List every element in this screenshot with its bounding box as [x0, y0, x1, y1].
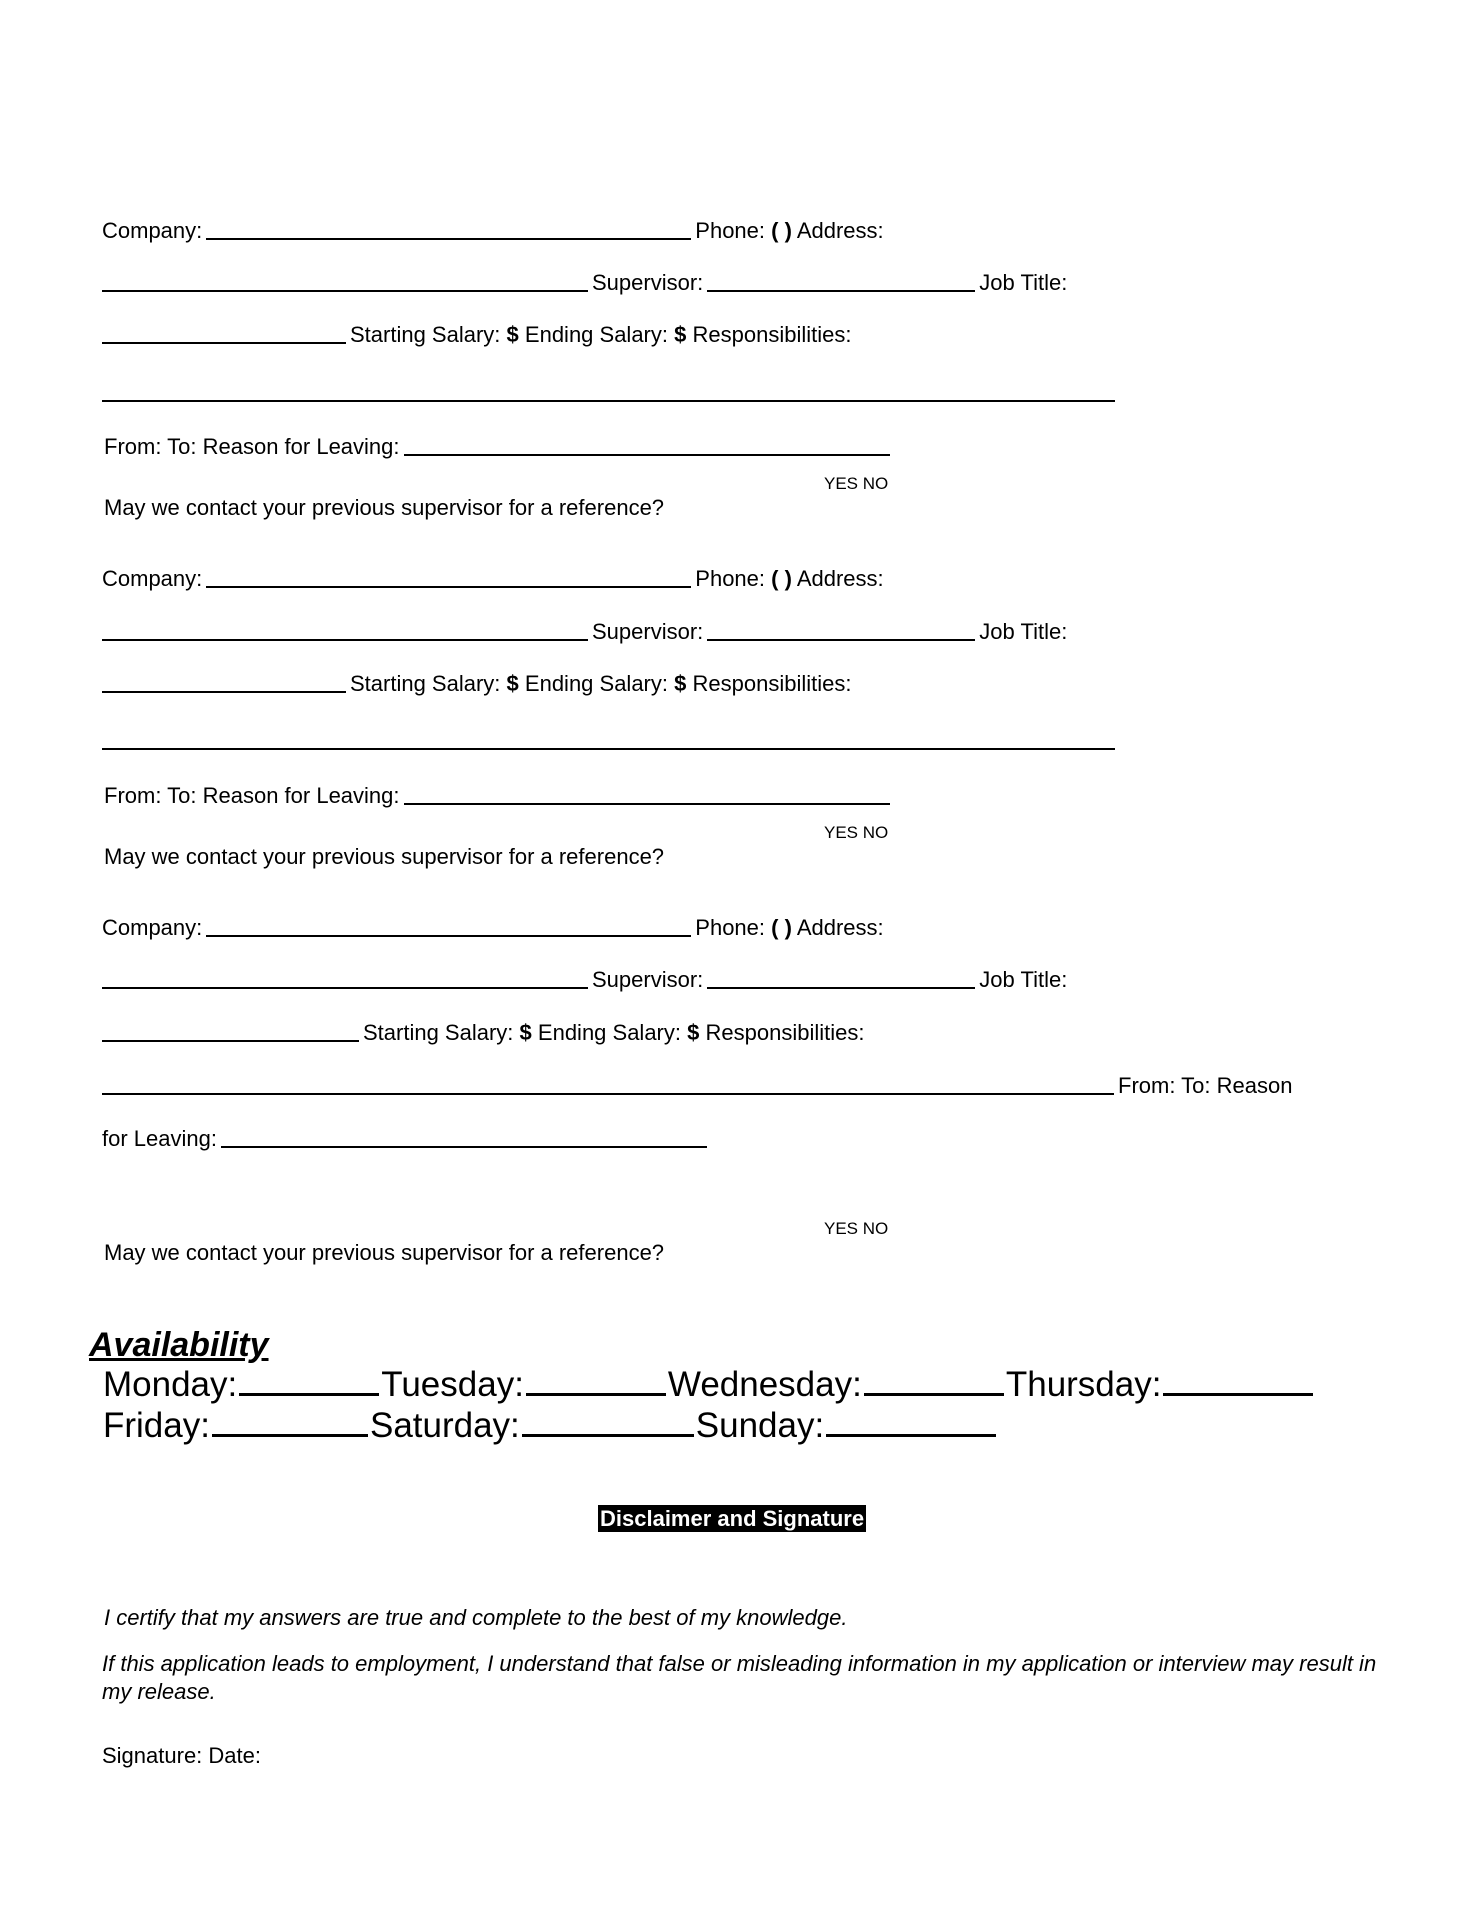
phone-parens: ( ) [771, 218, 792, 243]
reason-for-leaving-field[interactable] [404, 454, 890, 456]
reference-question: May we contact your previous supervisor for a reference? [104, 495, 665, 520]
ending-salary-label: Ending Salary: [537, 1020, 681, 1045]
company-field[interactable] [206, 238, 691, 240]
responsibilities-label: Responsibilities: [692, 671, 852, 696]
wednesday-field[interactable] [864, 1393, 1004, 1396]
responsibilities-label: Responsibilities: [705, 1020, 865, 1045]
company-label: Company: [102, 915, 203, 940]
job-title-field[interactable] [102, 342, 346, 344]
phone-parens: ( ) [771, 566, 792, 591]
ending-salary-label: Ending Salary: [524, 322, 668, 347]
yes-no-options[interactable]: YES NO [824, 1219, 889, 1238]
from-to-reason-label: From: To: Reason for Leaving: [104, 434, 400, 459]
release-statement: If this application leads to employment, I understand that false or misleading information in my application or interview may result in my release. [102, 1651, 1377, 1704]
job-title-label: Job Title: [979, 967, 1068, 992]
wednesday-label: Wednesday: [667, 1365, 862, 1404]
address-field[interactable] [102, 290, 588, 292]
reference-question: May we contact your previous supervisor for a reference? [104, 844, 665, 869]
employment-2-supervisor-row [102, 619, 1067, 645]
employment-3-leaving-row-cont [102, 1126, 711, 1152]
employment-2-salary-row [102, 671, 851, 697]
phone-parens: ( ) [771, 915, 792, 940]
employment-3-salary-row [102, 1020, 864, 1046]
sunday-field[interactable] [826, 1434, 996, 1437]
friday-field[interactable] [212, 1434, 368, 1437]
address-label: Address: [796, 915, 884, 940]
saturday-field[interactable] [522, 1434, 694, 1437]
employment-1-leaving-row [104, 434, 894, 460]
responsibilities-label: Responsibilities: [692, 322, 852, 347]
reference-question: May we contact your previous supervisor for a reference? [104, 1240, 665, 1265]
address-label: Address: [796, 218, 884, 243]
from-to-reason-label: From: To: Reason [1118, 1073, 1293, 1098]
employment-2-company-row [102, 566, 884, 592]
address-field[interactable] [102, 639, 588, 641]
address-label: Address: [796, 566, 884, 591]
reason-for-leaving-field[interactable] [221, 1146, 707, 1148]
currency-symbol: $ [674, 322, 687, 347]
phone-label: Phone: [695, 915, 766, 940]
responsibilities-field[interactable] [102, 748, 1115, 750]
thursday-label: Thursday: [1005, 1365, 1162, 1404]
starting-salary-label: Starting Salary: [363, 1020, 514, 1045]
tuesday-field[interactable] [526, 1393, 666, 1396]
employment-3-company-row [102, 915, 884, 941]
employment-3-leaving-row [102, 1073, 1292, 1099]
supervisor-field[interactable] [707, 290, 975, 292]
employment-1-supervisor-row [102, 270, 1067, 296]
availability-row-weekdays [103, 1365, 1315, 1405]
currency-symbol: $ [687, 1020, 700, 1045]
currency-symbol: $ [506, 322, 519, 347]
supervisor-label: Supervisor: [592, 619, 704, 644]
disclaimer-heading: Disclaimer and Signature [600, 1506, 865, 1531]
job-title-label: Job Title: [979, 270, 1068, 295]
job-title-label: Job Title: [979, 619, 1068, 644]
signature-date-label: Signature: Date: [102, 1743, 261, 1768]
certify-statement: I certify that my answers are true and complete to the best of my knowledge. [104, 1605, 848, 1630]
yes-no-options[interactable]: YES NO [824, 823, 889, 842]
thursday-field[interactable] [1163, 1393, 1313, 1396]
saturday-label: Saturday: [369, 1406, 520, 1445]
company-field[interactable] [206, 935, 691, 937]
address-field[interactable] [102, 987, 588, 989]
from-to-reason-label: From: To: Reason for Leaving: [104, 783, 400, 808]
employment-2-leaving-row [104, 783, 894, 809]
monday-field[interactable] [239, 1393, 379, 1396]
company-field[interactable] [206, 586, 691, 588]
friday-label: Friday: [103, 1406, 210, 1445]
for-leaving-label: for Leaving: [102, 1126, 217, 1151]
availability-row-weekend [103, 1406, 998, 1446]
job-title-field[interactable] [102, 1040, 359, 1042]
job-title-field[interactable] [102, 691, 346, 693]
starting-salary-label: Starting Salary: [350, 671, 501, 696]
company-label: Company: [102, 218, 203, 243]
ending-salary-label: Ending Salary: [524, 671, 668, 696]
currency-symbol: $ [519, 1020, 532, 1045]
phone-label: Phone: [695, 566, 766, 591]
employment-1-salary-row [102, 322, 851, 348]
supervisor-field[interactable] [707, 639, 975, 641]
responsibilities-field[interactable] [102, 1093, 1114, 1095]
responsibilities-field[interactable] [102, 400, 1115, 402]
employment-3-supervisor-row [102, 967, 1067, 993]
yes-no-options[interactable]: YES NO [824, 474, 889, 493]
company-label: Company: [102, 566, 203, 591]
supervisor-label: Supervisor: [592, 967, 704, 992]
currency-symbol: $ [674, 671, 687, 696]
phone-label: Phone: [695, 218, 766, 243]
reason-for-leaving-field[interactable] [404, 803, 890, 805]
monday-label: Monday: [103, 1365, 238, 1404]
availability-title: Availability [89, 1326, 269, 1364]
supervisor-field[interactable] [707, 987, 975, 989]
currency-symbol: $ [506, 671, 519, 696]
sunday-label: Sunday: [695, 1406, 825, 1445]
supervisor-label: Supervisor: [592, 270, 704, 295]
employment-1-company-row [102, 218, 884, 244]
tuesday-label: Tuesday: [381, 1365, 524, 1404]
starting-salary-label: Starting Salary: [350, 322, 501, 347]
